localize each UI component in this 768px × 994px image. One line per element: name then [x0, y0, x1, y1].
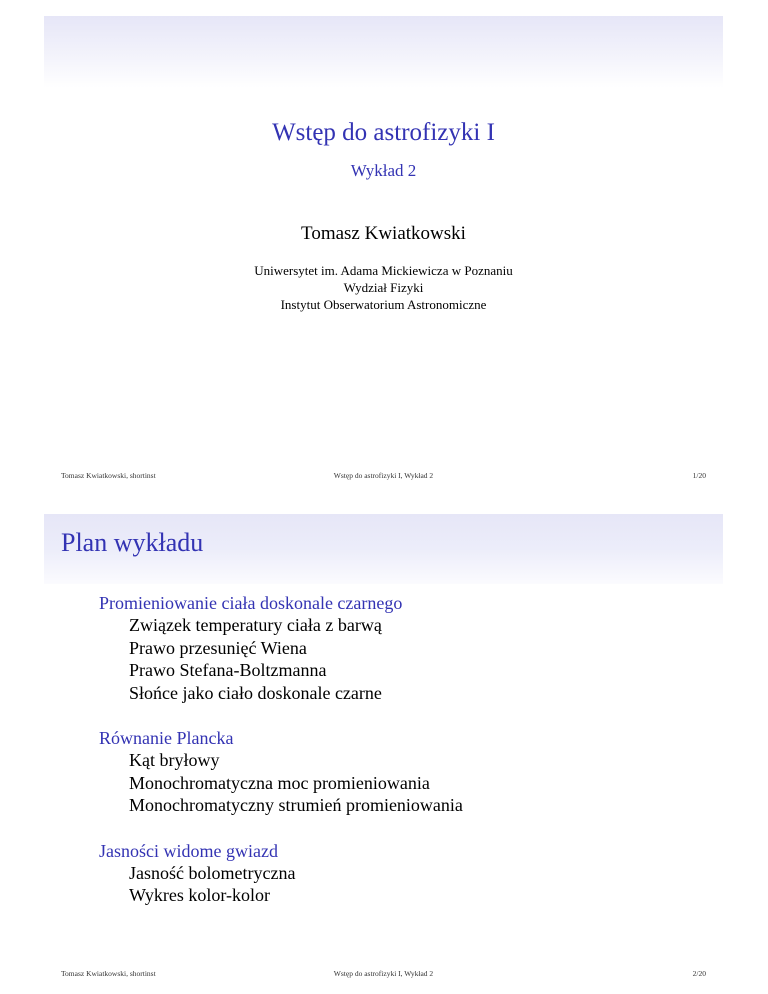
- toc-section-magnitudes: [99, 840, 699, 907]
- footer-author: Tomasz Kwiatkowski, shortinst: [61, 969, 156, 978]
- toc-section-blackbody: [99, 592, 699, 704]
- footer-author: Tomasz Kwiatkowski, shortinst: [61, 471, 156, 480]
- table-of-contents: [99, 592, 699, 930]
- toc-subsection[interactable]: Prawo przesunięć Wiena: [129, 637, 307, 658]
- toc-subsection[interactable]: Kąt bryłowy: [129, 750, 220, 770]
- title-slide: [44, 16, 723, 496]
- frame-title: Plan wykładu: [61, 528, 204, 557]
- header-gradient: [44, 16, 723, 88]
- footer-title: Wstęp do astrofizyki I, Wykład 2: [333, 471, 434, 480]
- footer-title: Wstęp do astrofizyki I, Wykład 2: [333, 969, 434, 978]
- toc-subsection[interactable]: Wykres kolor-kolor: [129, 885, 271, 905]
- institute-line-university: Uniwersytet im. Adama Mickiewicza w Poznaniu: [254, 263, 513, 278]
- toc-section-planck: [99, 727, 699, 817]
- presentation-subtitle: Wykład 2: [350, 161, 417, 180]
- toc-subsection[interactable]: Monochromatyczna moc promieniowania: [129, 772, 430, 793]
- presentation-title: Wstęp do astrofizyki I: [272, 119, 495, 146]
- author-name: Tomasz Kwiatkowski: [301, 223, 466, 244]
- institute-line-faculty: Wydział Fizyki: [343, 280, 424, 295]
- toc-section-title[interactable]: Równanie Plancka: [99, 728, 234, 748]
- toc-subsection[interactable]: Związek temperatury ciała z barwą: [129, 615, 382, 635]
- outline-slide: [44, 514, 723, 994]
- institute-line-observatory: Instytut Obserwatorium Astronomiczne: [280, 297, 487, 312]
- toc-section-title[interactable]: Promieniowanie ciała doskonale czarnego: [99, 593, 403, 613]
- institute-block: [44, 262, 723, 313]
- toc-section-title[interactable]: Jasności widome gwiazd: [99, 840, 278, 861]
- footer-page-number: 2/20: [692, 969, 706, 978]
- toc-subsection[interactable]: Monochromatyczny strumień promieniowania: [129, 795, 463, 815]
- toc-subsection[interactable]: Słońce jako ciało doskonale czarne: [129, 682, 382, 703]
- toc-subsection[interactable]: Prawo Stefana-Boltzmanna: [129, 660, 327, 680]
- footer-page-number: 1/20: [692, 471, 706, 480]
- toc-subsection[interactable]: Jasność bolometryczna: [129, 862, 296, 883]
